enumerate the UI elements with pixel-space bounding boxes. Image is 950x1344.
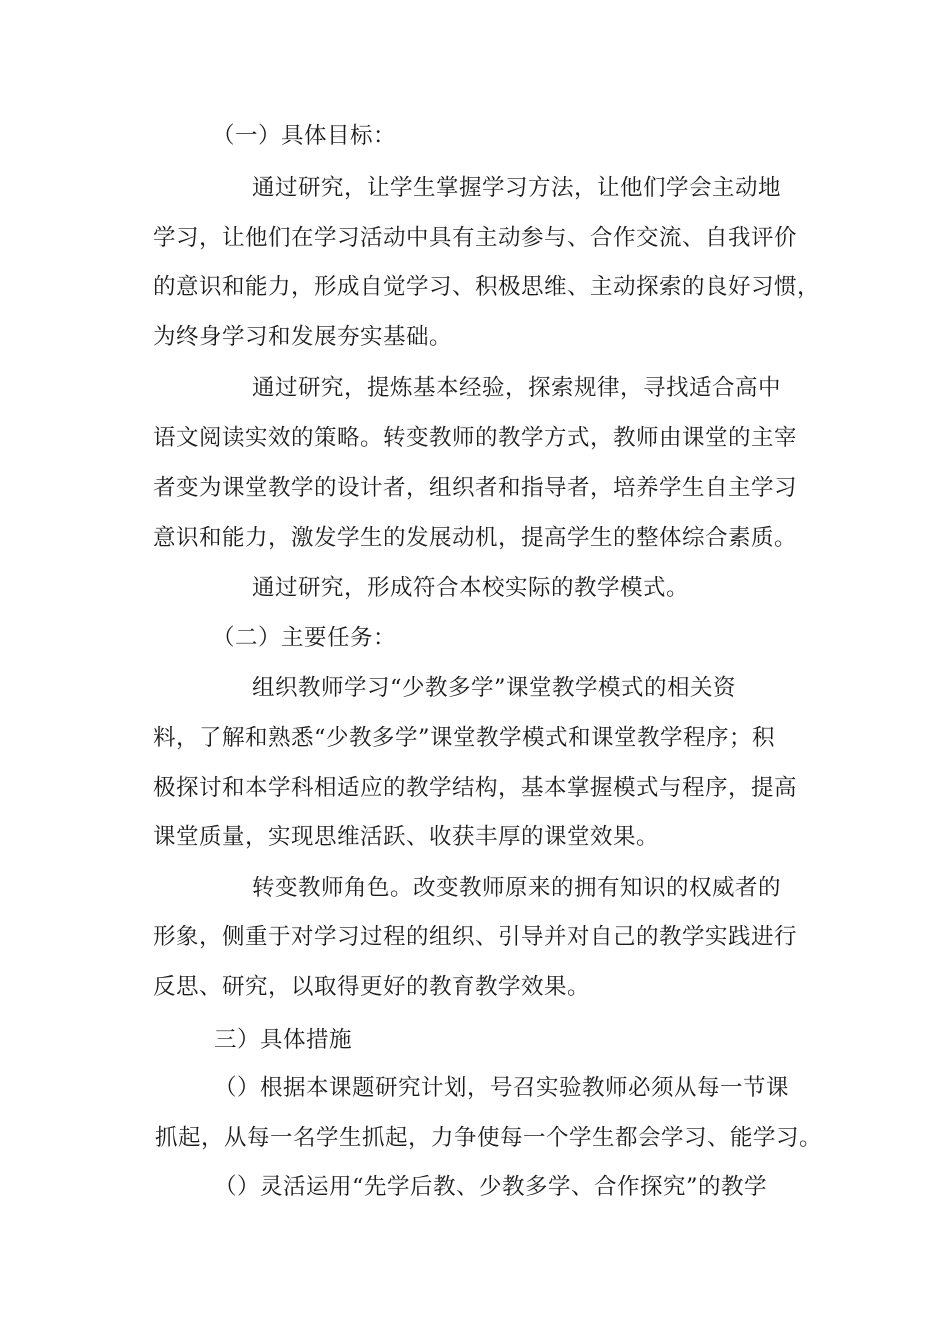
paragraph-line: 的意识和能力，形成自觉学习、积极思维、主动探索的良好习惯， xyxy=(153,274,821,300)
paragraph-line: 通过研究，让学生掌握学习方法，让他们学会主动地 xyxy=(252,175,782,201)
paragraph-line: 为终身学习和发展夯实基础。 xyxy=(153,324,453,350)
paragraph-line: 通过研究，提炼基本经验，探索规律，寻找适合高中 xyxy=(252,375,782,401)
paragraph-line: 形象，侧重于对学习过程的组织、引导并对自己的教学实践进行 xyxy=(153,924,798,950)
section-heading-tasks: （二）主要任务： xyxy=(212,625,397,651)
paragraph-line: 通过研究，形成符合本校实际的教学模式。 xyxy=(252,575,690,601)
paragraph-line: 转变教师角色。改变教师原来的拥有知识的权威者的 xyxy=(252,875,782,901)
paragraph-line: （）灵活运用“先学后教、少教多学、合作探究”的教学 xyxy=(214,1174,768,1200)
paragraph-line: 组织教师学习“少教多学”课堂教学模式的相关资 xyxy=(252,675,737,701)
paragraph-line: 极探讨和本学科相适应的教学结构，基本掌握模式与程序，提高 xyxy=(153,775,798,801)
paragraph-line: 料，了解和熟悉“少教多学”课堂教学模式和课堂教学程序；积 xyxy=(153,725,776,751)
paragraph-line: 抓起，从每一名学生抓起，力争使每一个学生都会学习、能学习。 xyxy=(155,1125,823,1151)
paragraph-line: （）根据本课题研究计划，号召实验教师必须从每一节课 xyxy=(214,1075,790,1101)
paragraph-line: 意识和能力，激发学生的发展动机，提高学生的整体综合素质。 xyxy=(153,525,798,551)
section-heading-goals: （一）具体目标： xyxy=(212,123,397,149)
paragraph-line: 者变为课堂教学的设计者，组织者和指导者，培养学生自主学习 xyxy=(153,475,798,501)
section-heading-measures: 三）具体措施 xyxy=(214,1027,353,1053)
paragraph-line: 课堂质量，实现思维活跃、收获丰厚的课堂效果。 xyxy=(153,824,660,850)
paragraph-line: 反思、研究，以取得更好的教育教学效果。 xyxy=(153,974,591,1000)
paragraph-line: 语文阅读实效的策略。转变教师的教学方式，教师由课堂的主宰 xyxy=(153,425,798,451)
paragraph-line: 学习，让他们在学习活动中具有主动参与、合作交流、自我评价 xyxy=(153,225,798,251)
